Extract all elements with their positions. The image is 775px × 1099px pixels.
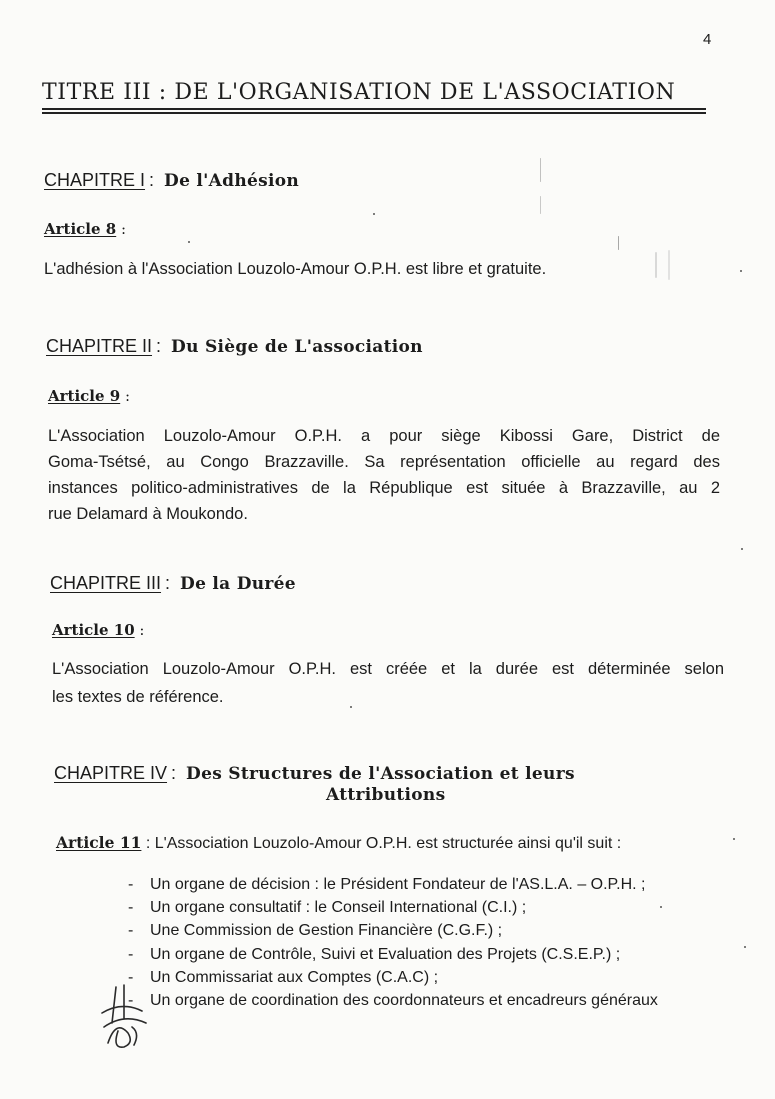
list-item: - Un organe de Contrôle, Suivi et Evaluation des Projets (C.S.E.P.) ; <box>128 945 621 963</box>
chapter-heading: CHAPITRE III : De la Durée <box>50 573 296 594</box>
article-heading <box>44 220 126 238</box>
handwritten-signature <box>94 983 154 1051</box>
article-suffix: : <box>120 387 131 405</box>
article-label: Article 8 <box>44 220 117 238</box>
article-suffix: : <box>134 621 145 639</box>
article-8-text: L'adhésion à l'Association Louzolo-Amour O.P.H. est libre et gratuite. <box>44 260 547 278</box>
article-suffix: : <box>116 220 127 238</box>
chapter-title: De l'Adhésion <box>164 171 300 191</box>
chapter-label: CHAPITRE I <box>44 170 146 190</box>
chapter-heading: CHAPITRE IV : Des Structures de l'Association et leurs <box>54 763 575 784</box>
chapter-label: CHAPITRE III <box>50 573 162 593</box>
list-item: - Un Commissariat aux Comptes (C.A.C) ; <box>128 968 439 986</box>
chapter-title: Des Structures de l'Association et leurs <box>186 764 575 784</box>
article-9-line: Goma-Tsétsé, au Congo Brazzaville. Sa représentation officielle au regard des <box>48 453 720 471</box>
article-9-line: rue Delamard à Moukondo. <box>48 505 248 523</box>
list-item: - Une Commission de Gestion Financière (C.G.F.) ; <box>128 922 503 940</box>
page-number: 4 <box>703 31 712 48</box>
chapter-title: De la Durée <box>180 574 296 594</box>
article-11-intro: : L'Association Louzolo-Amour O.P.H. est structurée ainsi qu'il suit : <box>141 835 622 852</box>
chapter-heading: CHAPITRE II : Du Siège de L'association <box>46 336 423 357</box>
article-label: Article 10 <box>52 621 135 639</box>
title-underline-double <box>42 112 706 114</box>
list-item: - Un organe consultatif : le Conseil International (C.I.) ; <box>128 899 527 917</box>
article-11-list <box>128 873 738 1012</box>
article-label: Article 9 <box>48 387 121 405</box>
chapter-label: CHAPITRE IV <box>54 763 168 783</box>
chapter-title: Du Siège de L'association <box>171 337 423 357</box>
chapter-title-line-2: Attributions <box>326 785 446 805</box>
article-9-line: instances politico-administratives de la République est située à Brazzaville, au 2 <box>48 479 720 497</box>
article-10-line: les textes de référence. <box>52 688 224 706</box>
article-heading <box>48 387 130 405</box>
article-heading <box>52 621 144 639</box>
chapter-heading: CHAPITRE I : De l'Adhésion <box>44 170 300 191</box>
list-item: - Un organe de décision : le Président Fondateur de l'AS.L.A. – O.P.H. ; <box>128 876 646 893</box>
article-label: Article 11 <box>56 833 142 852</box>
chapter-label: CHAPITRE II <box>46 336 153 356</box>
article-9-line: L'Association Louzolo-Amour O.P.H. a pour siège Kibossi Gare, District de <box>48 427 720 445</box>
list-item: - Un organe de coordination des coordonnateurs et encadreurs généraux <box>128 992 658 1010</box>
section-title <box>42 80 707 105</box>
chapter-heading-continued <box>322 784 445 805</box>
section-title-text: TITRE III : DE L'ORGANISATION DE L'ASSOCIATION <box>42 80 676 105</box>
article-10-line: L'Association Louzolo-Amour O.P.H. est créée et la durée est déterminée selon <box>52 660 724 678</box>
title-underline <box>42 108 706 110</box>
article-heading <box>56 833 621 853</box>
